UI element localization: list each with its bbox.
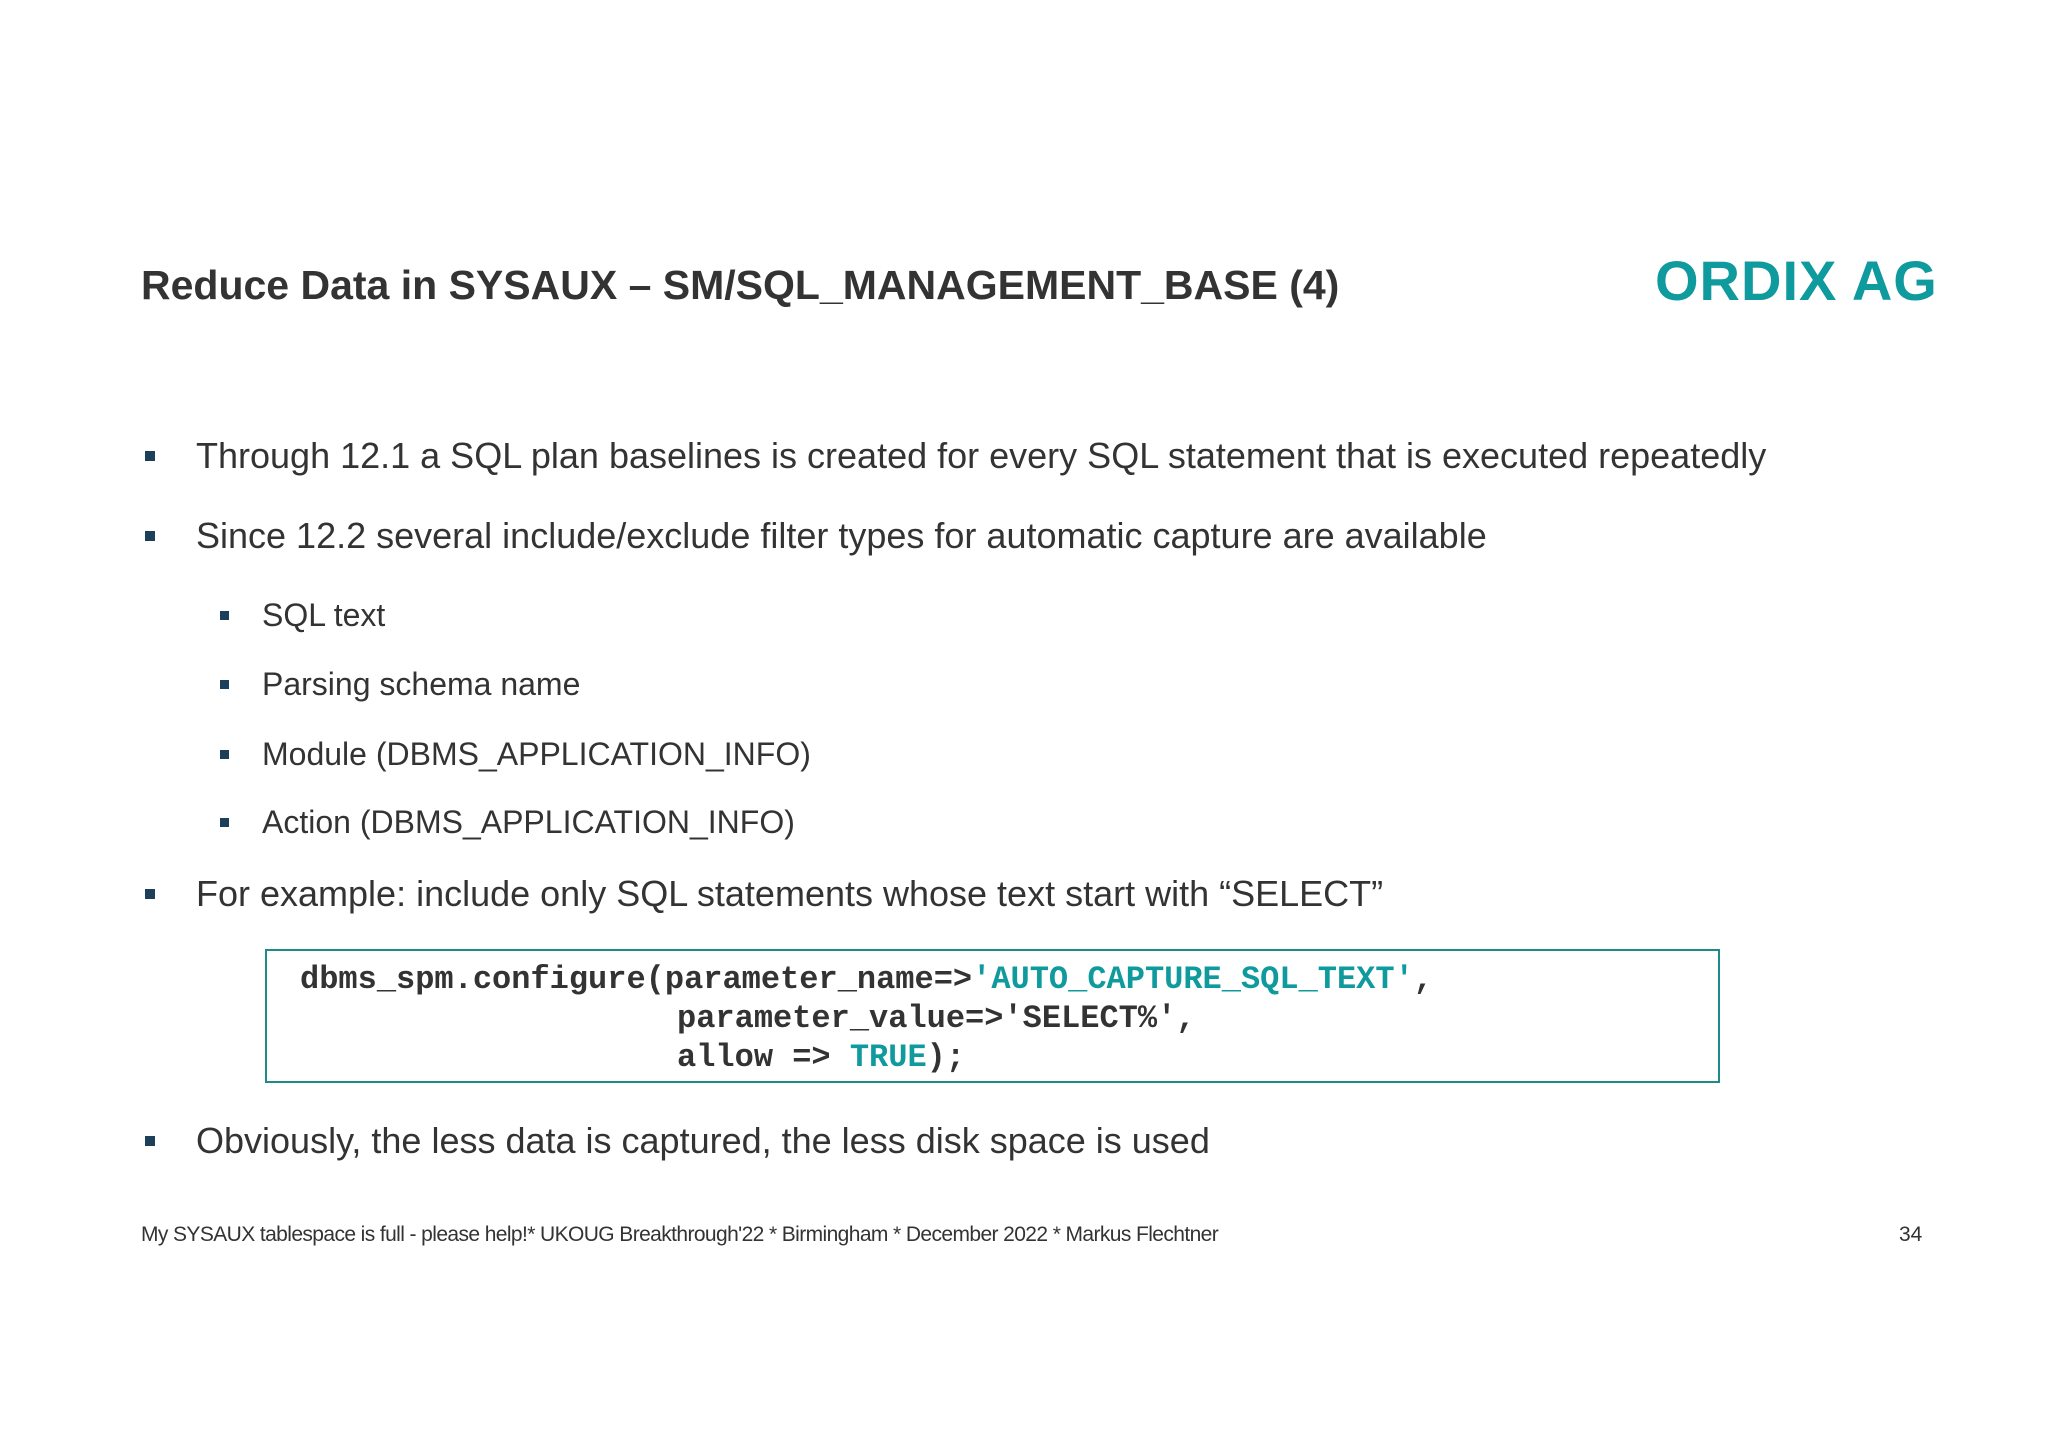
square-bullet-icon	[220, 818, 229, 827]
code-box	[265, 949, 1720, 1083]
bullet-item	[145, 873, 1383, 915]
bullet-text: Since 12.2 several include/exclude filter types for automatic capture are available	[196, 515, 1487, 556]
code-string: 'AUTO_CAPTURE_SQL_TEXT'	[972, 961, 1414, 998]
square-bullet-icon	[145, 889, 155, 899]
code-text: ,	[1413, 961, 1433, 998]
code-text: parameter_value=>'SELECT%',	[677, 1000, 1196, 1037]
square-bullet-icon	[220, 680, 229, 689]
code-text: );	[926, 1039, 966, 1076]
square-bullet-icon	[145, 451, 155, 461]
page-number: 34	[1899, 1223, 1923, 1246]
sub-bullet-text: SQL text	[262, 597, 386, 633]
code-line-3	[677, 1039, 965, 1076]
code-line-2	[677, 1000, 1195, 1037]
slide-title: Reduce Data in SYSAUX – SM/SQL_MANAGEMENT_BASE (4)	[141, 262, 1340, 308]
bullet-item	[145, 1120, 1210, 1162]
square-bullet-icon	[145, 531, 155, 541]
footer-text: My SYSAUX tablespace is full - please help!* UKOUG Breakthrough'22 * Birmingham * December 2022 * Markus Flechtner	[141, 1223, 1219, 1246]
square-bullet-icon	[220, 611, 229, 620]
sub-bullet-text: Module (DBMS_APPLICATION_INFO)	[262, 736, 811, 772]
sub-bullet-item	[220, 597, 385, 634]
sub-bullet-item	[220, 736, 811, 773]
bullet-text: For example: include only SQL statements whose text start with “SELECT”	[196, 873, 1384, 914]
ordix-logo: ORDIX AG	[1655, 249, 1938, 312]
code-keyword: TRUE	[849, 1039, 927, 1076]
sub-bullet-item	[220, 804, 795, 841]
bullet-text: Obviously, the less data is captured, the less disk space is used	[196, 1120, 1210, 1161]
square-bullet-icon	[220, 750, 229, 759]
sub-bullet-text: Parsing schema name	[262, 666, 581, 702]
code-line-1	[300, 961, 1433, 998]
square-bullet-icon	[145, 1136, 155, 1146]
bullet-item	[145, 435, 1766, 477]
sub-bullet-text: Action (DBMS_APPLICATION_INFO)	[262, 804, 795, 840]
bullet-text: Through 12.1 a SQL plan baselines is created for every SQL statement that is executed repeatedly	[196, 435, 1767, 476]
bullet-item	[145, 515, 1487, 557]
sub-bullet-item	[220, 666, 580, 703]
code-text: dbms_spm.configure(parameter_name=>	[300, 961, 973, 998]
code-text: allow =>	[677, 1039, 850, 1076]
